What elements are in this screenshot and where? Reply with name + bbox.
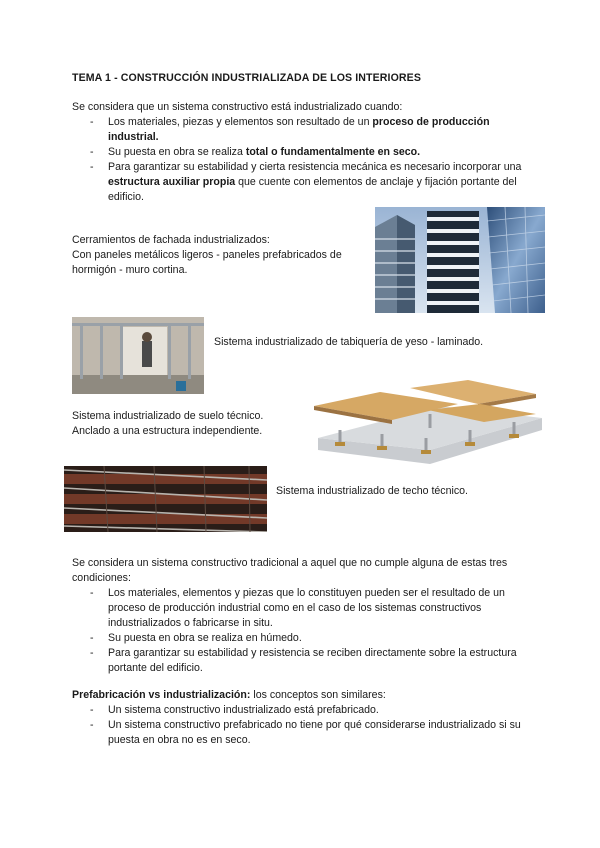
partition-framing-photo	[72, 317, 204, 394]
list-item: - Para garantizar su estabilidad y resistencia se reciben directamente sobre la estructura portante del edificio.	[72, 646, 524, 676]
facade-text-block	[72, 233, 360, 278]
raised-floor-illustration	[310, 378, 548, 466]
prefab-intro: Prefabricación vs industrialización: los conceptos son similares:	[72, 689, 386, 701]
page-heading: TEMA 1 - CONSTRUCCIÓN INDUSTRIALIZADA DE LOS INTERIORES	[72, 72, 422, 84]
industrialized-intro: Se considera que un sistema constructivo está industrializado cuando:	[72, 101, 403, 113]
list-item: - Para garantizar su estabilidad y cierta resistencia mecánica es necesario incorporar una estructura auxiliar propia que cuente con elementos de anclaje y fijación portante del edificio.	[72, 160, 532, 205]
partition-caption: Sistema industrializado de tabiquería de yeso - laminado.	[214, 336, 484, 348]
list-item: - Su puesta en obra se realiza total o fundamentalmente en seco.	[72, 145, 532, 160]
technical-ceiling-photo	[64, 466, 267, 532]
traditional-list	[72, 586, 524, 676]
industrialized-section	[72, 100, 532, 205]
list-item: - Los materiales, piezas y elementos son resultado de un proceso de producción industrial.	[72, 115, 532, 145]
list-item: - Un sistema constructivo prefabricado no tiene por qué considerarse industrializado si su puesta en obra no es en seco.	[72, 718, 528, 748]
prefab-section	[72, 688, 528, 748]
floor-line-2: Anclado a una estructura independiente.	[72, 425, 263, 437]
list-item: - Un sistema constructivo industrializado está prefabricado.	[72, 703, 528, 718]
traditional-section	[72, 556, 524, 676]
floor-text-block	[72, 409, 302, 439]
floor-line-1: Sistema industrializado de suelo técnico.	[72, 410, 264, 422]
industrialized-list	[72, 115, 532, 205]
list-item: - Su puesta en obra se realiza en húmedo.	[72, 631, 524, 646]
facade-description: Con paneles metálicos ligeros - paneles prefabricados de hormigón - muro cortina.	[72, 249, 342, 276]
facade-buildings-photo	[375, 207, 545, 313]
facade-title: Cerramientos de fachada industrializados:	[72, 234, 270, 246]
prefab-list	[72, 703, 528, 748]
list-item: - Los materiales, elementos y piezas que lo constituyen pueden ser el resultado de un proceso de producción industrial como en el caso de los sistemas constructivos industrializados o fabricarse in situ.	[72, 586, 524, 631]
traditional-intro: Se considera un sistema constructivo tradicional a aquel que no cumple alguna de estas tres condiciones:	[72, 557, 508, 584]
ceiling-caption: Sistema industrializado de techo técnico.	[276, 485, 468, 497]
